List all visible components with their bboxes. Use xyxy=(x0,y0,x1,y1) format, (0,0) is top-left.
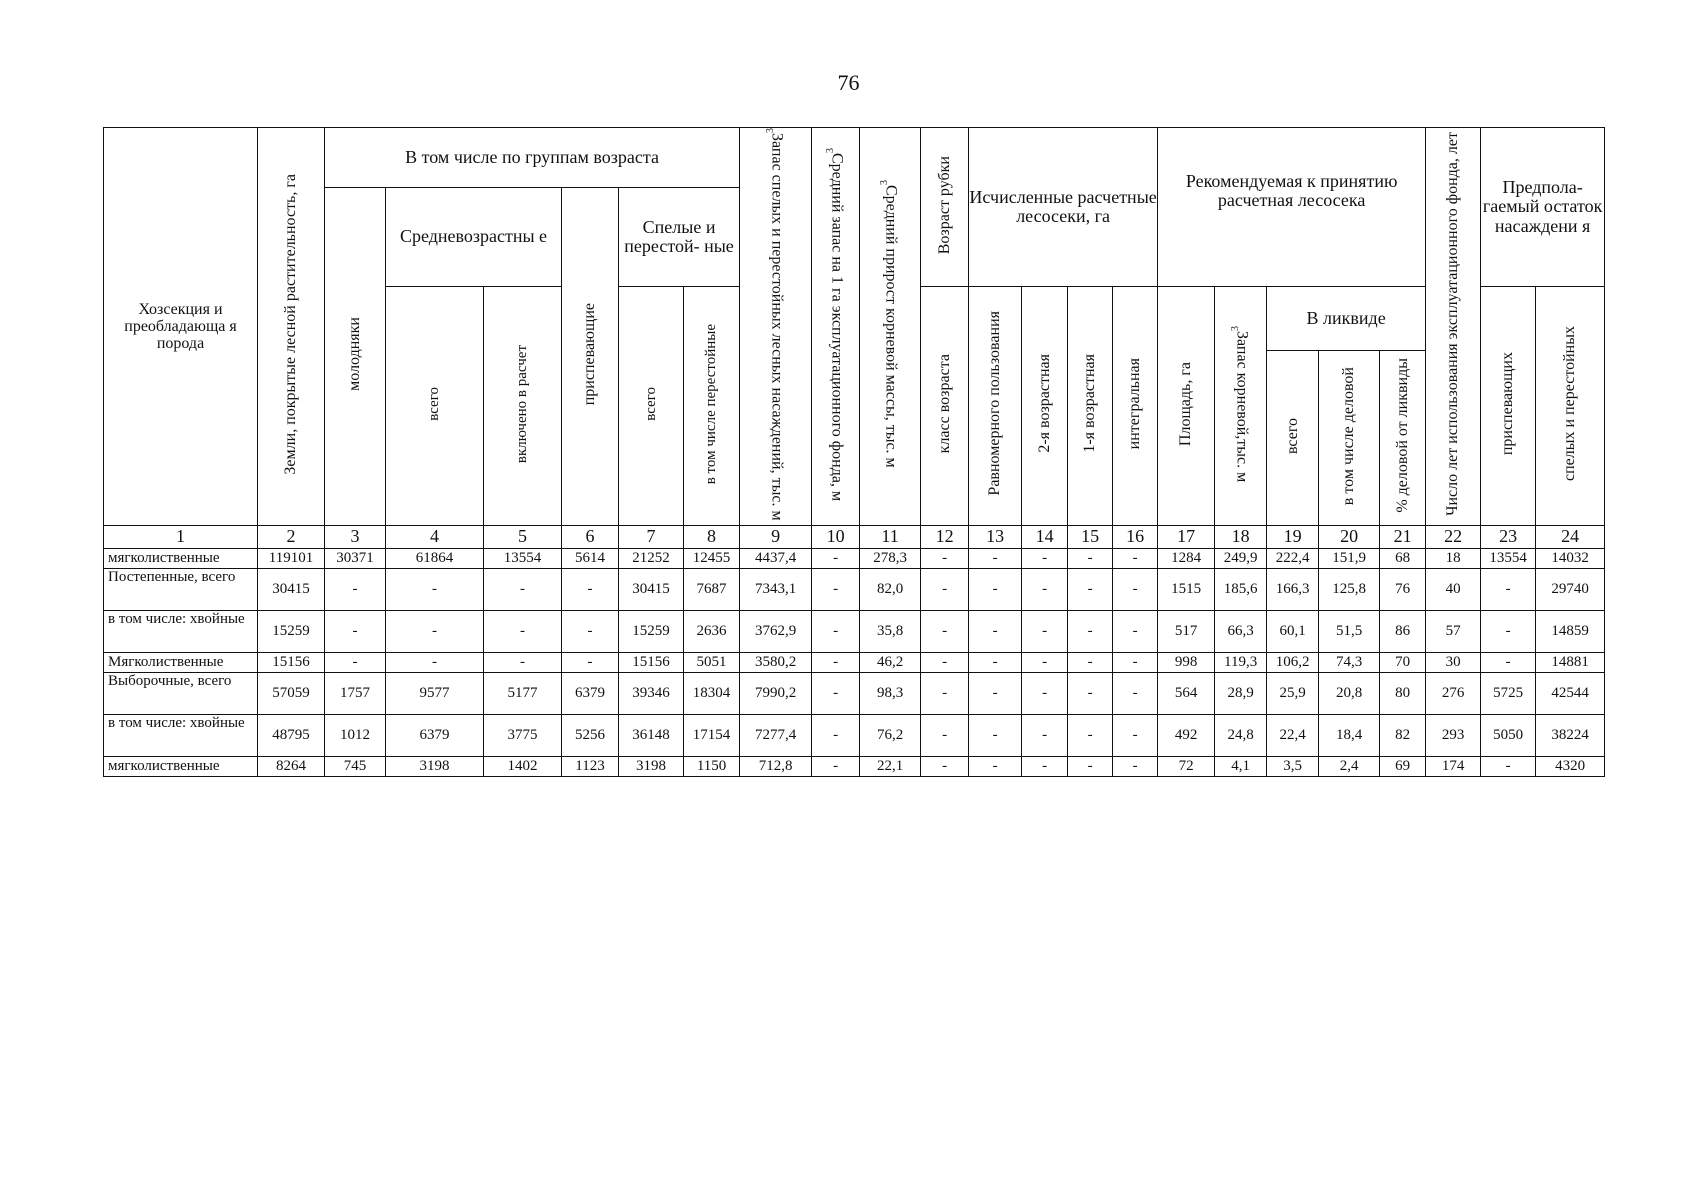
table-cell: 3580,2 xyxy=(740,652,812,672)
header-maturing: приспевающие xyxy=(562,188,619,526)
table-cell: 5256 xyxy=(562,714,619,756)
table-cell: - xyxy=(1068,714,1113,756)
column-number: 21 xyxy=(1380,525,1426,548)
header-first-age: 1-я возрастная xyxy=(1068,286,1113,525)
column-number: 24 xyxy=(1536,525,1605,548)
table-cell: 30415 xyxy=(619,568,684,610)
row-label: в том числе: хвойные xyxy=(104,714,258,756)
table-cell: - xyxy=(969,610,1022,652)
header-mature-total: всего xyxy=(619,286,684,525)
table-cell: 1150 xyxy=(684,756,740,776)
table-cell: - xyxy=(969,756,1022,776)
table-cell: 40 xyxy=(1426,568,1481,610)
header-mature-overmature: Спелые и перестой- ные xyxy=(619,188,740,287)
table-cell: - xyxy=(562,568,619,610)
table-cell: 1012 xyxy=(325,714,386,756)
table-cell: 82 xyxy=(1380,714,1426,756)
table-cell: 1123 xyxy=(562,756,619,776)
table-cell: 98,3 xyxy=(860,672,921,714)
table-cell: - xyxy=(1481,610,1536,652)
table-cell: 70 xyxy=(1380,652,1426,672)
table-cell: 46,2 xyxy=(860,652,921,672)
table-cell: 166,3 xyxy=(1267,568,1319,610)
table-cell: - xyxy=(1068,610,1113,652)
table-cell: - xyxy=(1113,756,1158,776)
header-liquid-business: в том числе деловой xyxy=(1319,350,1380,525)
table-cell: - xyxy=(969,568,1022,610)
table-cell: 66,3 xyxy=(1215,610,1267,652)
table-cell: 5177 xyxy=(484,672,562,714)
column-number: 2 xyxy=(258,525,325,548)
table-cell: 4,1 xyxy=(1215,756,1267,776)
table-cell: 125,8 xyxy=(1319,568,1380,610)
table-cell: - xyxy=(812,548,860,568)
table-cell: 174 xyxy=(1426,756,1481,776)
table-cell: - xyxy=(1481,756,1536,776)
header-covered-land: Земли, покрытые лесной растительность, га xyxy=(258,128,325,526)
table-cell: 2636 xyxy=(684,610,740,652)
table-cell: - xyxy=(386,568,484,610)
header-middle-aged: Средневозрастны е xyxy=(386,188,562,287)
table-cell: 17154 xyxy=(684,714,740,756)
row-label: мягколиственные xyxy=(104,756,258,776)
table-cell: - xyxy=(1022,568,1068,610)
header-middle-total: всего xyxy=(386,286,484,525)
table-cell: 13554 xyxy=(484,548,562,568)
table-cell: - xyxy=(386,610,484,652)
header-age-groups: В том числе по группам возраста xyxy=(325,128,740,188)
table-cell: 6379 xyxy=(386,714,484,756)
table-cell: 5051 xyxy=(684,652,740,672)
header-second-age: 2-я возрастная xyxy=(1022,286,1068,525)
table-cell: 8264 xyxy=(258,756,325,776)
table-cell: 28,9 xyxy=(1215,672,1267,714)
table-cell: 13554 xyxy=(1481,548,1536,568)
column-number: 17 xyxy=(1158,525,1215,548)
column-number: 16 xyxy=(1113,525,1158,548)
column-number: 5 xyxy=(484,525,562,548)
table-cell: 57059 xyxy=(258,672,325,714)
table-cell: 15156 xyxy=(619,652,684,672)
table-cell: - xyxy=(562,610,619,652)
table-cell: - xyxy=(1113,548,1158,568)
table-cell: 57 xyxy=(1426,610,1481,652)
table-cell: - xyxy=(1022,652,1068,672)
column-number: 22 xyxy=(1426,525,1481,548)
table-row xyxy=(104,756,1605,776)
forest-harvest-table xyxy=(103,127,1605,777)
header-mature-stock: Запас спелых и перестойных лесных насаждений, тыс. $м^3$ xyxy=(740,128,812,526)
column-number: 23 xyxy=(1481,525,1536,548)
table-cell: - xyxy=(1113,568,1158,610)
table-cell: 30415 xyxy=(258,568,325,610)
table-cell: 712,8 xyxy=(740,756,812,776)
table-cell: 293 xyxy=(1426,714,1481,756)
table-cell: - xyxy=(325,568,386,610)
table-cell: - xyxy=(969,548,1022,568)
table-cell: 3,5 xyxy=(1267,756,1319,776)
table-cell: - xyxy=(812,610,860,652)
table-cell: - xyxy=(921,652,969,672)
header-remaining-mature: спелых и перестойных xyxy=(1536,286,1605,525)
table-cell: - xyxy=(969,652,1022,672)
header-uniform-use: Равномерного пользования xyxy=(969,286,1022,525)
table-cell: 222,4 xyxy=(1267,548,1319,568)
header-liquid: В ликвиде xyxy=(1267,286,1426,350)
table-cell: 278,3 xyxy=(860,548,921,568)
table-cell: 76,2 xyxy=(860,714,921,756)
table-cell: 24,8 xyxy=(1215,714,1267,756)
column-number: 14 xyxy=(1022,525,1068,548)
table-cell: - xyxy=(1113,610,1158,652)
table-cell: 3775 xyxy=(484,714,562,756)
table-cell: 5725 xyxy=(1481,672,1536,714)
table-cell: 21252 xyxy=(619,548,684,568)
table-cell: 30371 xyxy=(325,548,386,568)
column-number: 9 xyxy=(740,525,812,548)
table-cell: - xyxy=(1068,672,1113,714)
table-cell: - xyxy=(921,714,969,756)
header-age-class: класс возраста xyxy=(921,286,969,525)
table-cell: 80 xyxy=(1380,672,1426,714)
table-cell: 2,4 xyxy=(1319,756,1380,776)
table-cell: 20,8 xyxy=(1319,672,1380,714)
table-cell: 185,6 xyxy=(1215,568,1267,610)
header-avg-growth: Средний прирост корневой массы, тыс. $м^3$ xyxy=(860,128,921,526)
column-number: 13 xyxy=(969,525,1022,548)
header-cutting-age: Возраст рубки xyxy=(921,128,969,287)
row-label: Выборочные, всего xyxy=(104,672,258,714)
table-cell: 151,9 xyxy=(1319,548,1380,568)
header-years-of-use: Число лет использования эксплуатационного фонда, лет xyxy=(1426,128,1481,526)
header-remaining-stands: Предпола- гаемый остаток насаждени я xyxy=(1481,128,1605,287)
table-cell: 4320 xyxy=(1536,756,1605,776)
table-cell: 42544 xyxy=(1536,672,1605,714)
table-cell: 119101 xyxy=(258,548,325,568)
table-cell: 25,9 xyxy=(1267,672,1319,714)
table-row xyxy=(104,610,1605,652)
table-cell: - xyxy=(484,610,562,652)
table-cell: - xyxy=(1113,714,1158,756)
column-number: 11 xyxy=(860,525,921,548)
table-row xyxy=(104,652,1605,672)
table-cell: 14881 xyxy=(1536,652,1605,672)
table-cell: 30 xyxy=(1426,652,1481,672)
table-cell: 36148 xyxy=(619,714,684,756)
table-cell: 48795 xyxy=(258,714,325,756)
table-cell: 745 xyxy=(325,756,386,776)
table-cell: 35,8 xyxy=(860,610,921,652)
row-label: Постепенные, всего xyxy=(104,568,258,610)
table-cell: 276 xyxy=(1426,672,1481,714)
column-number: 19 xyxy=(1267,525,1319,548)
column-number: 15 xyxy=(1068,525,1113,548)
column-number: 3 xyxy=(325,525,386,548)
table-cell: 14032 xyxy=(1536,548,1605,568)
header-overmature: в том числе перестойные xyxy=(684,286,740,525)
row-label: Мягколиственные xyxy=(104,652,258,672)
table-cell: 9577 xyxy=(386,672,484,714)
table-cell: 18 xyxy=(1426,548,1481,568)
table-cell: - xyxy=(921,548,969,568)
table-row xyxy=(104,548,1605,568)
column-number: 8 xyxy=(684,525,740,548)
table-cell: 18,4 xyxy=(1319,714,1380,756)
header-root-stock: Запас корневой,тыс. $м^3$ xyxy=(1215,286,1267,525)
table-cell: 15156 xyxy=(258,652,325,672)
header-liquid-total: всего xyxy=(1267,350,1319,525)
table-cell: - xyxy=(812,756,860,776)
header-recommended-cutting: Рекомендуемая к принятию расчетная лесосека xyxy=(1158,128,1426,287)
table-cell: - xyxy=(812,568,860,610)
table-cell: 106,2 xyxy=(1267,652,1319,672)
column-number: 6 xyxy=(562,525,619,548)
row-label: мягколиственные xyxy=(104,548,258,568)
column-number: 1 xyxy=(104,525,258,548)
column-number: 18 xyxy=(1215,525,1267,548)
table-cell: - xyxy=(325,652,386,672)
table-cell: - xyxy=(1022,714,1068,756)
table-cell: - xyxy=(1068,756,1113,776)
table-cell: - xyxy=(1068,652,1113,672)
page-number: 76 xyxy=(837,70,860,95)
table-cell: - xyxy=(1068,568,1113,610)
table-cell: 6379 xyxy=(562,672,619,714)
table-cell: - xyxy=(969,714,1022,756)
header-integral: интегральная xyxy=(1113,286,1158,525)
header-business-percent: % деловой от ликвиды xyxy=(1380,350,1426,525)
header-calculated-cutting: Исчисленные расчетные лесосеки, га xyxy=(969,128,1158,287)
column-number-row xyxy=(104,525,1605,548)
table-cell: 72 xyxy=(1158,756,1215,776)
header-remaining-maturing: приспевающих xyxy=(1481,286,1536,525)
table-cell: - xyxy=(921,672,969,714)
table-cell: - xyxy=(812,652,860,672)
table-cell: - xyxy=(969,672,1022,714)
table-cell: 74,3 xyxy=(1319,652,1380,672)
table-cell: - xyxy=(812,714,860,756)
table-cell: - xyxy=(921,756,969,776)
table-body xyxy=(104,548,1605,776)
table-cell: 1284 xyxy=(1158,548,1215,568)
header-avg-stock-per-ha: Средний запас на 1 га эксплуатационного фонда, $м^3$ xyxy=(812,128,860,526)
header-zone-species: Хозсекция и преобладающа я порода xyxy=(104,128,258,526)
table-cell: - xyxy=(484,652,562,672)
table-cell: 5614 xyxy=(562,548,619,568)
table-cell: 7277,4 xyxy=(740,714,812,756)
table-cell: 76 xyxy=(1380,568,1426,610)
table-cell: - xyxy=(1481,568,1536,610)
header-young-stands: молодняки xyxy=(325,188,386,526)
column-number: 10 xyxy=(812,525,860,548)
table-cell: - xyxy=(1022,548,1068,568)
table-cell: 3198 xyxy=(386,756,484,776)
table-row xyxy=(104,714,1605,756)
table-cell: 68 xyxy=(1380,548,1426,568)
table-row xyxy=(104,672,1605,714)
table-cell: 86 xyxy=(1380,610,1426,652)
table-cell: - xyxy=(1022,610,1068,652)
table-cell: 22,1 xyxy=(860,756,921,776)
column-number: 4 xyxy=(386,525,484,548)
table-cell: 1757 xyxy=(325,672,386,714)
table-cell: 1402 xyxy=(484,756,562,776)
table-cell: - xyxy=(484,568,562,610)
table-cell: 492 xyxy=(1158,714,1215,756)
table-cell: - xyxy=(1068,548,1113,568)
header-included-in-calc: включено в расчет xyxy=(484,286,562,525)
table-cell: 39346 xyxy=(619,672,684,714)
table-cell: - xyxy=(1022,672,1068,714)
column-number: 7 xyxy=(619,525,684,548)
table-cell: 51,5 xyxy=(1319,610,1380,652)
table-cell: 7990,2 xyxy=(740,672,812,714)
table-cell: - xyxy=(1113,672,1158,714)
table-cell: - xyxy=(562,652,619,672)
table-cell: - xyxy=(325,610,386,652)
column-number: 12 xyxy=(921,525,969,548)
table-cell: 15259 xyxy=(619,610,684,652)
row-label: в том числе: хвойные xyxy=(104,610,258,652)
table-cell: 69 xyxy=(1380,756,1426,776)
table-cell: 7687 xyxy=(684,568,740,610)
table-row xyxy=(104,568,1605,610)
table-cell: 517 xyxy=(1158,610,1215,652)
table-cell: 15259 xyxy=(258,610,325,652)
table-cell: - xyxy=(1022,756,1068,776)
table-cell: - xyxy=(386,652,484,672)
table-cell: - xyxy=(921,610,969,652)
table-cell: 998 xyxy=(1158,652,1215,672)
table-cell: - xyxy=(1481,652,1536,672)
table-cell: 61864 xyxy=(386,548,484,568)
table-cell: 3198 xyxy=(619,756,684,776)
table-cell: 5050 xyxy=(1481,714,1536,756)
table-cell: 14859 xyxy=(1536,610,1605,652)
table-cell: 12455 xyxy=(684,548,740,568)
table-cell: 82,0 xyxy=(860,568,921,610)
table-cell: 7343,1 xyxy=(740,568,812,610)
table-cell: - xyxy=(921,568,969,610)
header-area: Площадь, га xyxy=(1158,286,1215,525)
table-cell: 18304 xyxy=(684,672,740,714)
table-cell: 60,1 xyxy=(1267,610,1319,652)
column-number: 20 xyxy=(1319,525,1380,548)
table-cell: 38224 xyxy=(1536,714,1605,756)
table-cell: 249,9 xyxy=(1215,548,1267,568)
table-cell: 4437,4 xyxy=(740,548,812,568)
table-cell: - xyxy=(812,672,860,714)
table-cell: 119,3 xyxy=(1215,652,1267,672)
table-cell: 1515 xyxy=(1158,568,1215,610)
table-cell: - xyxy=(1113,652,1158,672)
table-cell: 564 xyxy=(1158,672,1215,714)
table-cell: 29740 xyxy=(1536,568,1605,610)
table-cell: 3762,9 xyxy=(740,610,812,652)
table-cell: 22,4 xyxy=(1267,714,1319,756)
